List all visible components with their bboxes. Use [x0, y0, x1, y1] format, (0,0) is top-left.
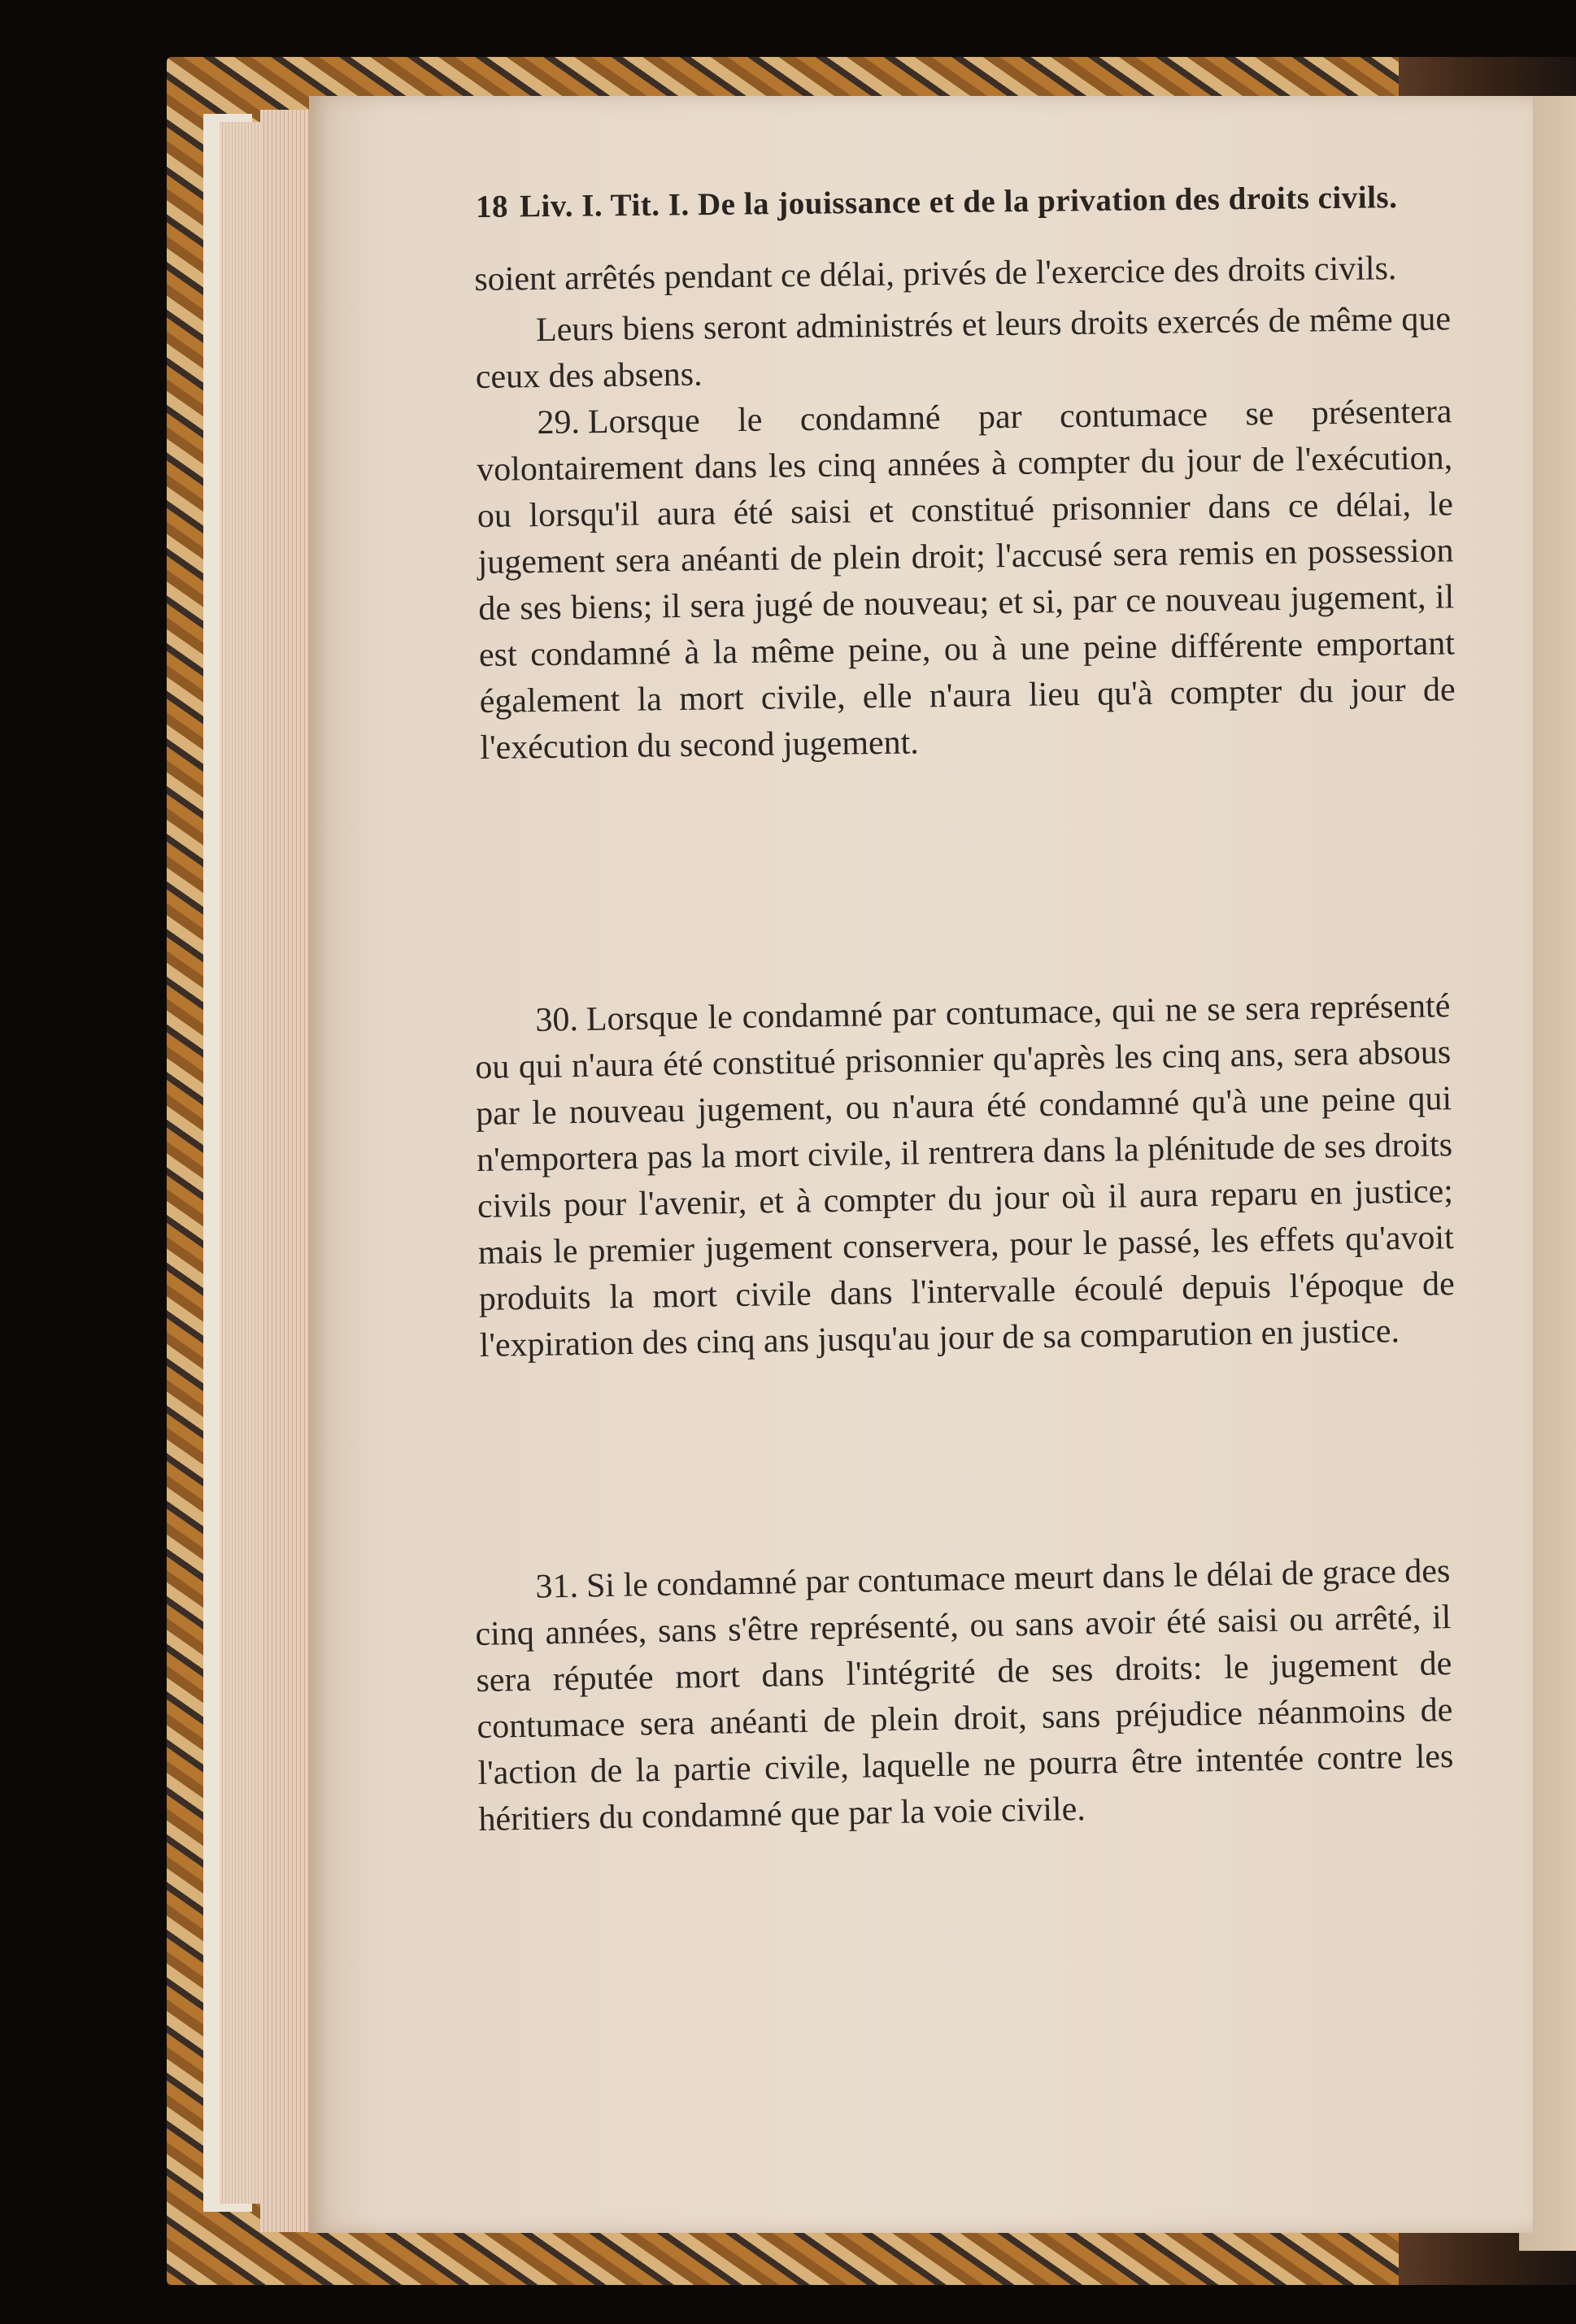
paragraph-absens: Leurs biens seront administrés et leurs droits exercés de même que ceux des absens.: [475, 300, 1452, 396]
article-number: 30.: [535, 1000, 579, 1039]
article-31: [474, 1548, 1455, 1843]
text-block-bottom: [474, 1548, 1455, 1843]
page-number: 18: [475, 189, 509, 224]
article-29: [476, 389, 1456, 772]
running-title: Liv. I. Tit. I. De la jouissance et de la privation des droits civils.: [519, 180, 1398, 224]
article-text: Lorsque le condamné par contumace, qui ne se sera représenté ou qui n'aura été constitué prisonnier qu'après les cinq ans, sera absous par le nouveau jugement, ou n'aura été condamné qu'à une peine qui n'emportera pas la mort civile, il rentrera dans la plénitude de ses droits civils pour l'avenir, et à compter du jour où il aura reparu en justice; mais le premier jugement conservera, pour le passé, les effets qu'avoit produits la mort civile dans l'intervalle écoulé depuis l'époque de l'expiration des cinq ans jusqu'au jour de sa comparution en justice.: [474, 987, 1456, 1364]
text-block-middle: [474, 983, 1456, 1369]
article-30: [474, 983, 1456, 1369]
article-text: Lorsque le condamné par contumace se présentera volontairement dans les cinq années à compter du jour de l'exécution, ou lorsqu'il aura été saisi et constitué prisonnier dans ce délai, le jugement sera anéanti de plein droit; l'accusé sera remis en possession de ses biens; il sera jugé de nouveau; et si, par ce nouveau jugement, il est condamné à la même peine, ou à une peine différente emportant également la mort civile, elle n'aura lieu qu'à compter du jour de l'exécution du second jugement.: [476, 393, 1456, 767]
article-text: Si le condamné par contumace meurt dans le délai de grace des cinq années, sans s'être représenté, ou sans avoir été saisi ou arrêté, il sera réputée mort dans l'intégrité de ses droits: le jugement de contumace sera anéanti de plein droit, sans préjudice néanmoins de l'action de la partie civile, laquelle ne pourra être intentée contre les héritiers du condamné que par la voie civile.: [475, 1552, 1454, 1839]
paragraph-continuation: soient arrêtés pendant ce délai, privés de l'exercice des droits civils.: [474, 250, 1397, 298]
article-number: 31.: [535, 1567, 579, 1606]
article-number: 29.: [537, 403, 581, 442]
text-block-top: [474, 245, 1456, 772]
